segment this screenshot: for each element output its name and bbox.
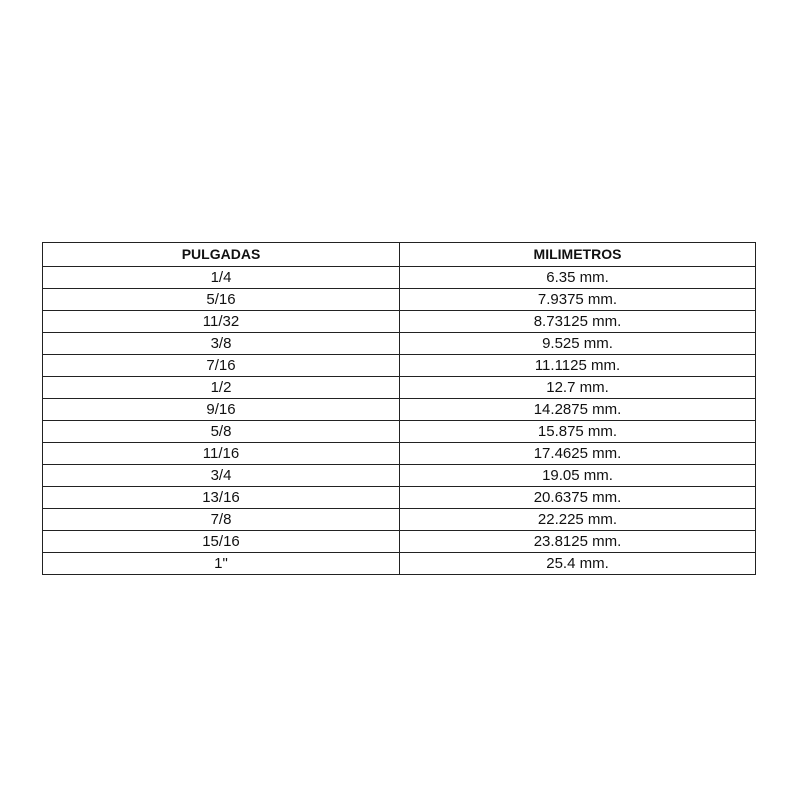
table-row bbox=[43, 267, 756, 289]
inches-cell: 1/4 bbox=[43, 267, 400, 289]
table-row bbox=[43, 553, 756, 575]
millimeters-cell: 11.1125 mm. bbox=[400, 355, 756, 377]
inches-cell: 11/32 bbox=[43, 311, 400, 333]
millimeters-cell: 14.2875 mm. bbox=[400, 399, 756, 421]
header-inches: PULGADAS bbox=[43, 243, 400, 267]
inches-cell: 7/8 bbox=[43, 509, 400, 531]
table-row bbox=[43, 443, 756, 465]
inches-cell: 3/8 bbox=[43, 333, 400, 355]
inches-cell: 5/8 bbox=[43, 421, 400, 443]
table-row bbox=[43, 333, 756, 355]
inches-cell: 13/16 bbox=[43, 487, 400, 509]
inches-cell: 1" bbox=[43, 553, 400, 575]
table-row bbox=[43, 399, 756, 421]
conversion-table-container bbox=[42, 242, 755, 575]
millimeters-cell: 8.73125 mm. bbox=[400, 311, 756, 333]
inches-cell: 5/16 bbox=[43, 289, 400, 311]
millimeters-cell: 7.9375 mm. bbox=[400, 289, 756, 311]
table-row bbox=[43, 289, 756, 311]
inches-cell: 3/4 bbox=[43, 465, 400, 487]
millimeters-cell: 23.8125 mm. bbox=[400, 531, 756, 553]
table-row bbox=[43, 421, 756, 443]
millimeters-cell: 15.875 mm. bbox=[400, 421, 756, 443]
millimeters-cell: 19.05 mm. bbox=[400, 465, 756, 487]
table-row bbox=[43, 355, 756, 377]
millimeters-cell: 25.4 mm. bbox=[400, 553, 756, 575]
table-row bbox=[43, 465, 756, 487]
millimeters-cell: 20.6375 mm. bbox=[400, 487, 756, 509]
millimeters-cell: 12.7 mm. bbox=[400, 377, 756, 399]
header-millimeters: MILIMETROS bbox=[400, 243, 756, 267]
table-row bbox=[43, 531, 756, 553]
millimeters-cell: 9.525 mm. bbox=[400, 333, 756, 355]
millimeters-cell: 22.225 mm. bbox=[400, 509, 756, 531]
table-row bbox=[43, 509, 756, 531]
millimeters-cell: 17.4625 mm. bbox=[400, 443, 756, 465]
table-row bbox=[43, 377, 756, 399]
table-row bbox=[43, 311, 756, 333]
inches-cell: 11/16 bbox=[43, 443, 400, 465]
inches-cell: 15/16 bbox=[43, 531, 400, 553]
inches-cell: 7/16 bbox=[43, 355, 400, 377]
table-row bbox=[43, 487, 756, 509]
millimeters-cell: 6.35 mm. bbox=[400, 267, 756, 289]
inch-to-mm-table bbox=[42, 242, 756, 575]
inches-cell: 1/2 bbox=[43, 377, 400, 399]
header-row bbox=[43, 243, 756, 267]
inches-cell: 9/16 bbox=[43, 399, 400, 421]
